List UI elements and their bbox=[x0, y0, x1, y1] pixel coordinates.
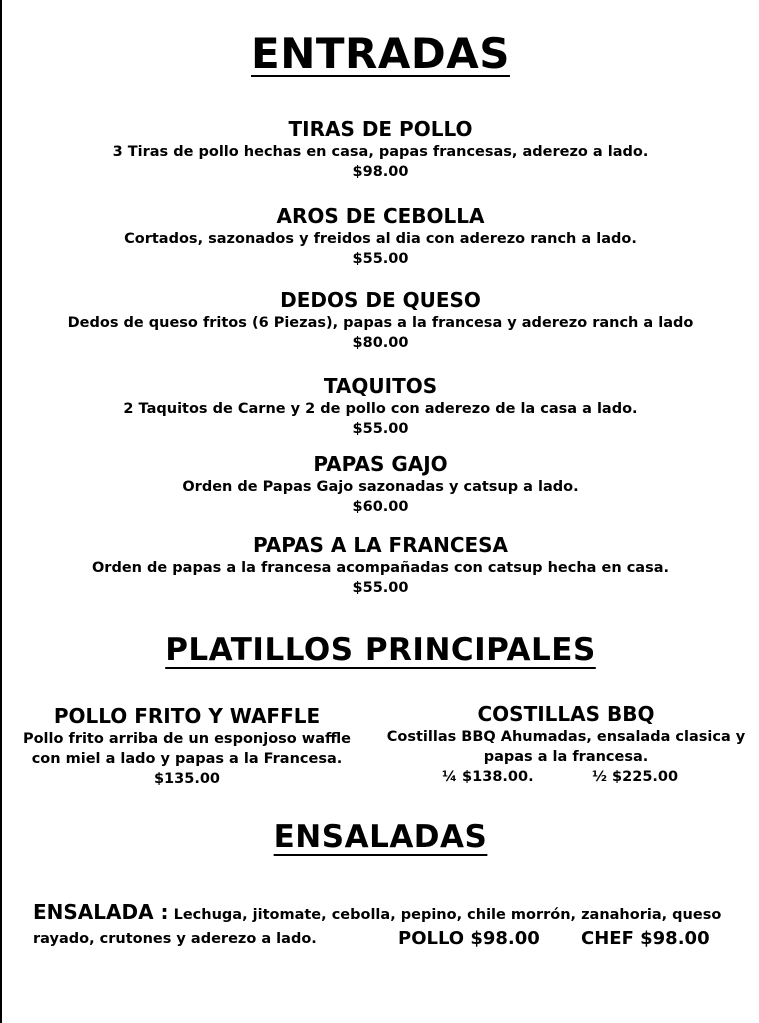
item-price: $98.00 bbox=[352, 164, 409, 180]
menu-item-papas-a-la-francesa bbox=[2, 532, 759, 598]
entradas-title: ENTRADAS bbox=[251, 29, 510, 78]
item-description-line2: papas a la francesa. bbox=[483, 749, 649, 765]
menu-item-costillas-bbq bbox=[382, 701, 750, 787]
ensalada-description-line2: rayado, crutones y aderezo a lado. bbox=[33, 931, 317, 947]
price-half: ½ $225.00 bbox=[592, 769, 679, 785]
item-description: Dedos de queso fritos (6 Piezas), papas a la francesa y aderezo ranch a lado bbox=[67, 315, 694, 331]
item-description-line1: Pollo frito arriba de un esponjoso waffle bbox=[22, 731, 352, 747]
item-price: $80.00 bbox=[352, 335, 409, 351]
item-price: $60.00 bbox=[352, 499, 409, 515]
item-name: PAPAS GAJO bbox=[313, 452, 448, 476]
price-pollo: POLLO $98.00 bbox=[398, 928, 540, 949]
menu-item-papas-gajo bbox=[2, 451, 759, 517]
item-prices bbox=[382, 767, 750, 787]
item-description: Cortados, sazonados y freidos al dia con aderezo ranch a lado. bbox=[124, 231, 637, 247]
item-price: $55.00 bbox=[352, 580, 409, 596]
menu-item-pollo-frito-y-waffle bbox=[12, 703, 362, 789]
item-description: Orden de Papas Gajo sazonadas y catsup a lado. bbox=[182, 479, 579, 495]
principales-title: PLATILLOS PRINCIPALES bbox=[165, 632, 596, 668]
ensalada-line2 bbox=[33, 927, 748, 951]
ensaladas-title: ENSALADAS bbox=[273, 819, 488, 855]
item-name: TAQUITOS bbox=[323, 374, 438, 398]
item-description: 3 Tiras de pollo hechas en casa, papas francesas, aderezo a lado. bbox=[112, 144, 649, 160]
price-chef: CHEF $98.00 bbox=[581, 928, 710, 949]
ensalada-line1 bbox=[33, 900, 748, 927]
price-quarter: ¼ $138.00. bbox=[442, 769, 534, 785]
menu-item-dedos-de-queso bbox=[2, 287, 759, 353]
menu-item-aros-de-cebolla bbox=[2, 203, 759, 269]
item-description: Orden de papas a la francesa acompañadas con catsup hecha en casa. bbox=[91, 560, 670, 576]
item-name: PAPAS A LA FRANCESA bbox=[252, 533, 509, 557]
item-name: POLLO FRITO Y WAFFLE bbox=[53, 704, 321, 728]
item-description-line1: Costillas BBQ Ahumadas, ensalada clasica y bbox=[386, 729, 746, 745]
item-name: COSTILLAS BBQ bbox=[477, 702, 655, 726]
item-price: $135.00 bbox=[153, 771, 221, 787]
item-name: AROS DE CEBOLLA bbox=[276, 204, 485, 228]
menu-item-tiras-de-pollo bbox=[2, 116, 759, 182]
item-price: $55.00 bbox=[352, 251, 409, 267]
ensalada-label: ENSALADA : bbox=[33, 900, 169, 924]
menu-item-ensalada bbox=[33, 900, 748, 951]
ensalada-description-line1: Lechuga, jitomate, cebolla, pepino, chile morrón, zanahoria, queso bbox=[173, 907, 722, 923]
item-price: $55.00 bbox=[352, 421, 409, 437]
item-name: DEDOS DE QUESO bbox=[280, 288, 481, 312]
item-description-line2: con miel a lado y papas a la Francesa. bbox=[31, 751, 343, 767]
item-name: TIRAS DE POLLO bbox=[288, 117, 473, 141]
item-description: 2 Taquitos de Carne y 2 de pollo con aderezo de la casa a lado. bbox=[123, 401, 638, 417]
menu-item-taquitos bbox=[2, 373, 759, 439]
